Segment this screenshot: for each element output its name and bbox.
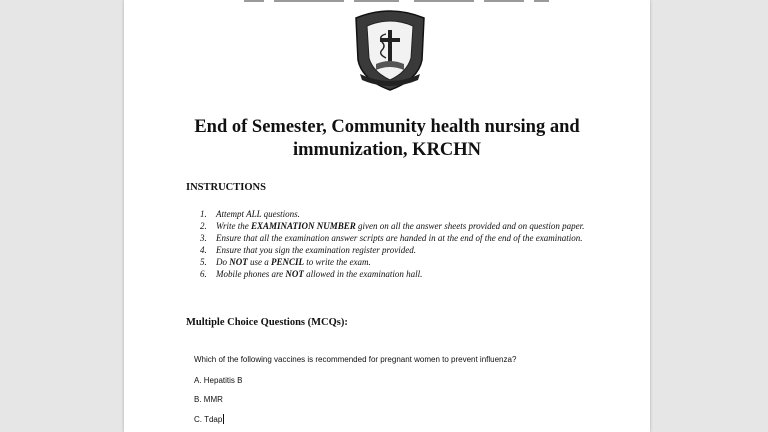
exam-title-line-2: immunization, KRCHN [292, 140, 482, 160]
mcq-option-b: B. MMR [194, 395, 223, 404]
list-item: 5. Do NOT use a PENCIL to write the exam. [200, 257, 371, 267]
list-item: 1. Attempt ALL questions. [200, 209, 300, 219]
document-page[interactable] [124, 0, 650, 432]
mcq-question: Which of the following vaccines is recommended for pregnant women to prevent influenza? [194, 355, 517, 364]
instructions-heading: INSTRUCTIONS [186, 182, 266, 193]
cut-off-text-line [124, 0, 650, 3]
exam-title [164, 116, 610, 162]
list-item: 6. Mobile phones are NOT allowed in the examination hall. [200, 269, 423, 279]
mcq-heading: Multiple Choice Questions (MCQs): [186, 317, 348, 328]
mcq-option-c[interactable]: C. Tdap [194, 415, 223, 424]
list-item: 3. Ensure that all the examination answer scripts are handed in at the end of the end of the examination. [200, 233, 583, 243]
college-crest-logo [352, 8, 428, 92]
text-cursor [223, 414, 224, 424]
list-item: 4. Ensure that you sign the examination register provided. [200, 245, 416, 255]
mcq-option-a: A. Hepatitis B [194, 376, 243, 385]
list-item: 2. Write the EXAMINATION NUMBER given on all the answer sheets provided and on question paper. [200, 221, 585, 231]
instructions-list [186, 208, 591, 280]
exam-title-line-1: End of Semester, Community health nursing and [194, 117, 580, 137]
